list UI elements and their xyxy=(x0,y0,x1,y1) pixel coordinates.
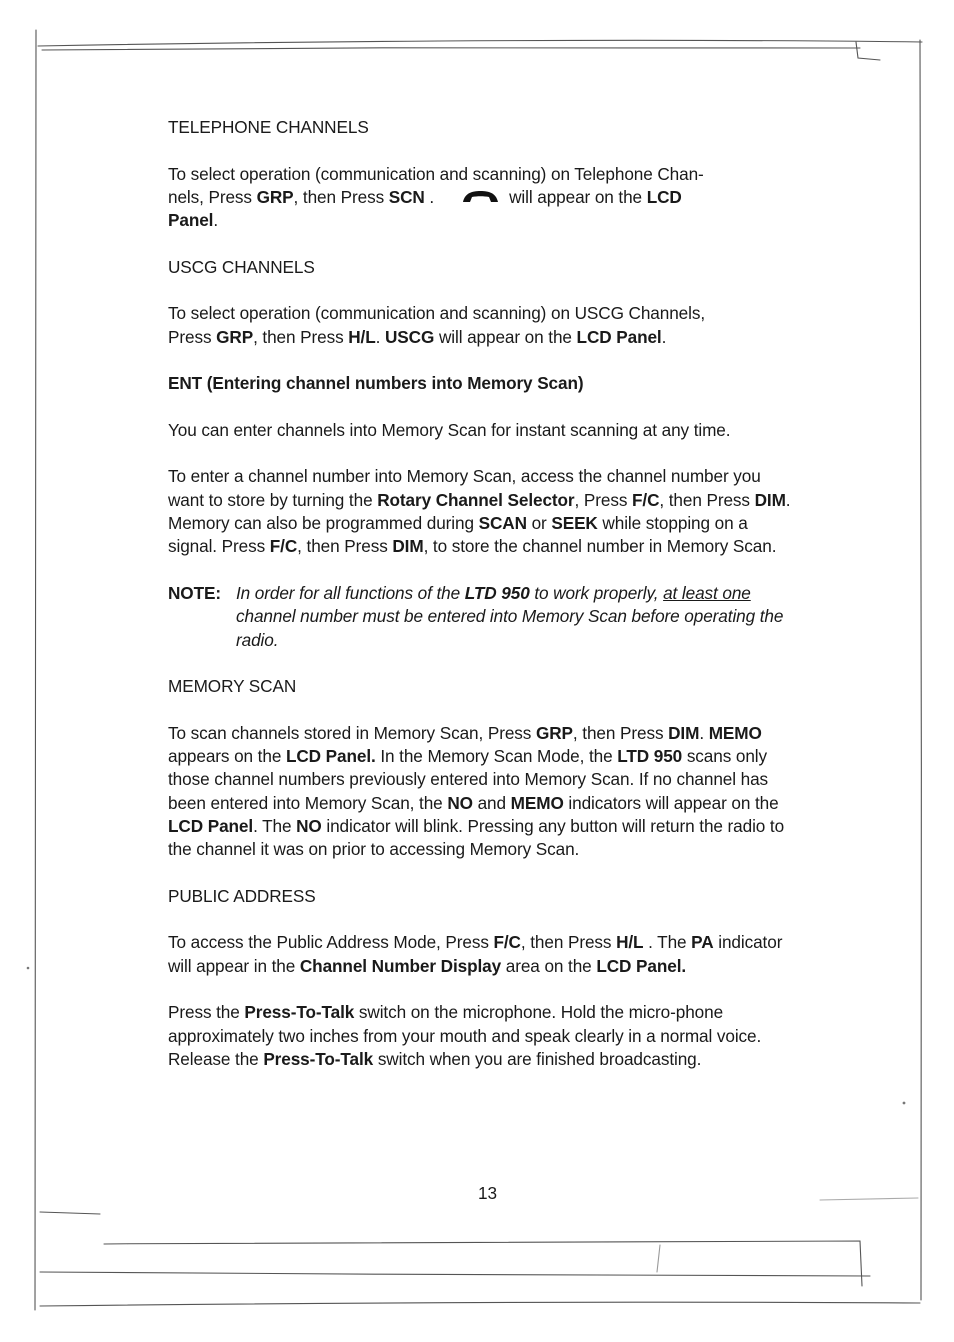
ent-intro-paragraph: You can enter channels into Memory Scan for instant scanning at any time. xyxy=(168,419,731,440)
uscg-channels-paragraph: To select operation (communication and scanning) on USCG Channels, Press GRP, then Press H/L. USCG will appear on the LCD Panel. xyxy=(168,303,706,347)
press-to-talk-paragraph: Press the Press-To-Talk switch on the microphone. Hold the micro-phone approximately two inches from your mouth and speak clearly in a normal voice. Release the Press-To-Talk switch when you are finished broadcasting. xyxy=(168,1002,762,1069)
note-label: NOTE: xyxy=(168,582,221,603)
telephone-channels-heading: TELEPHONE CHANNELS xyxy=(168,117,369,137)
public-address-paragraph: To access the Public Address Mode, Press F/C, then Press H/L . The PA indicator will appear in the Channel Number Display area on the LCD Panel. xyxy=(168,932,783,976)
manual-page-content xyxy=(168,116,800,1071)
ent-heading: ENT (Entering channel numbers into Memory Scan) xyxy=(168,373,584,394)
public-address-heading: PUBLIC ADDRESS xyxy=(168,885,316,906)
memory-scan-heading: MEMORY SCAN xyxy=(168,676,297,697)
note-block xyxy=(168,582,800,652)
note-text: In order for all functions of the LTD 950 to work properly, at least one channel number must be entered into Memory Scan before operating the radio. xyxy=(236,582,784,650)
uscg-channels-heading: USCG CHANNELS xyxy=(168,256,315,277)
ent-instructions-paragraph: To enter a channel number into Memory Scan, access the channel number you want to store by turning the Rotary Channel Selector, Press F/C, then Press DIM. Memory can also be programmed during SCAN or SEEK while stopping on a signal. Press F/C, then Press DIM, to store the channel number in Memory Scan. xyxy=(168,466,791,557)
page-number: 13 xyxy=(478,1183,498,1203)
memory-scan-paragraph: To scan channels stored in Memory Scan, Press GRP, then Press DIM. MEMO appears on the LCD Panel. In the Memory Scan Mode, the LTD 950 scans only those channel numbers previously entered into Memory Scan. If no channel has been entered into Memory Scan, the NO and MEMO indicators will appear on the LCD Panel. The NO indicator will blink. Pressing any button will return the radio to the channel it was on prior to accessing Memory Scan. xyxy=(168,722,785,860)
telephone-channels-paragraph: To select operation (communication and scanning) on Telephone Chan- nels, Press GRP, then Press SCN . will appear on the LCD Panel. xyxy=(168,163,704,231)
telephone-handset-icon xyxy=(462,190,499,204)
